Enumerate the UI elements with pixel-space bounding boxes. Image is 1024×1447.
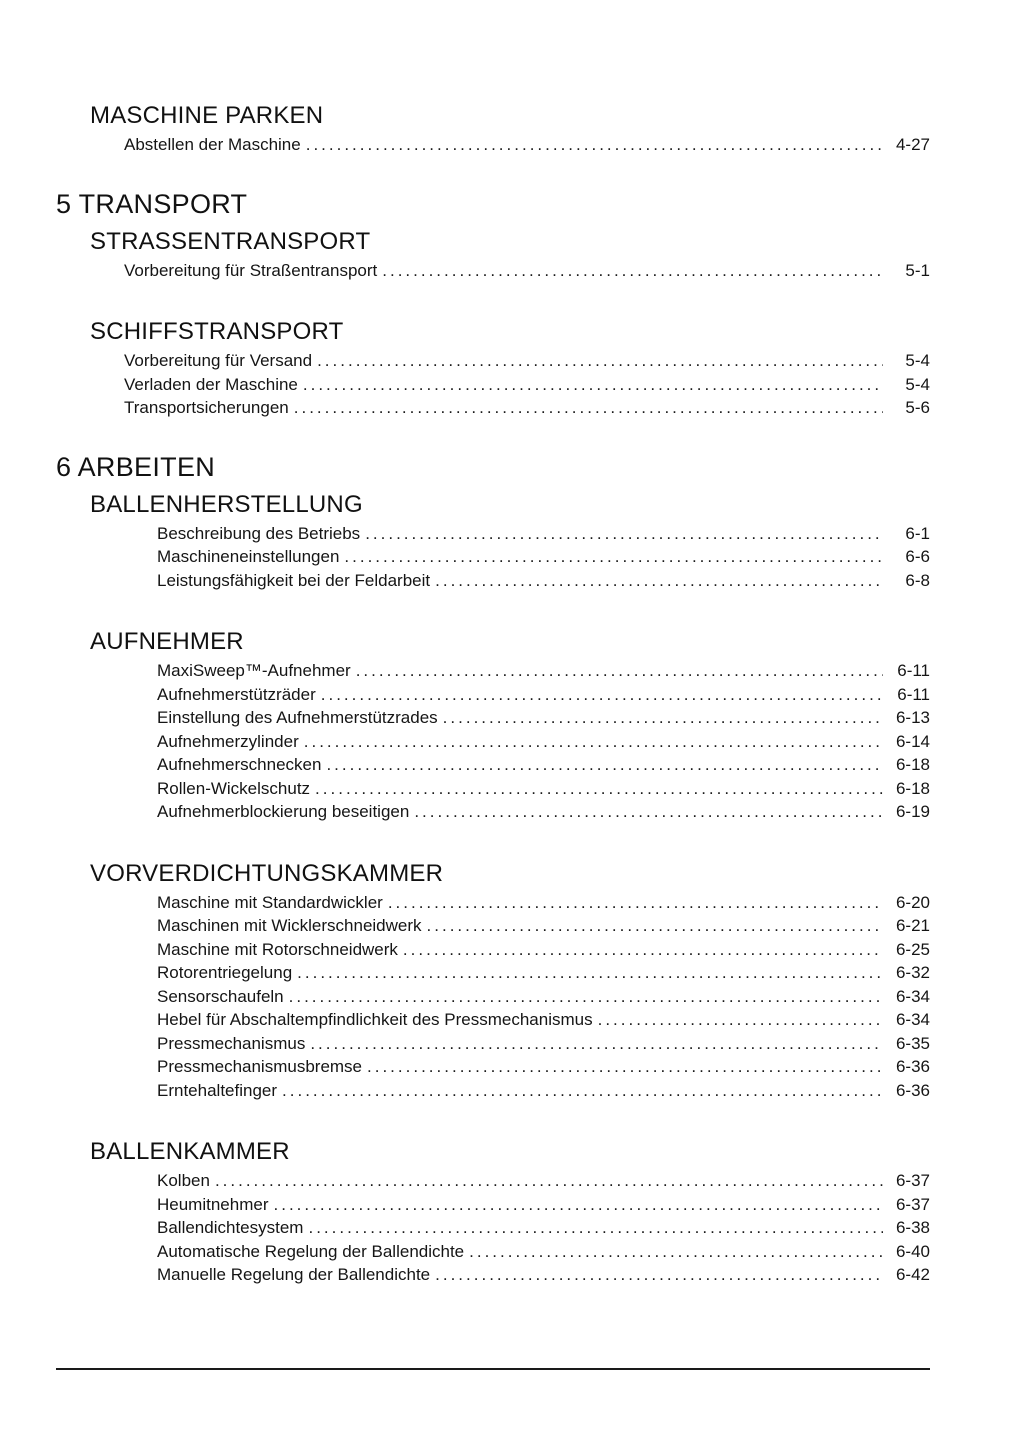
entry-page-number: 6-34 bbox=[895, 986, 930, 1006]
dot-leader bbox=[435, 569, 883, 593]
toc-section bbox=[56, 102, 930, 157]
chapter-heading: 6 ARBEITEN bbox=[56, 451, 216, 482]
entry-page-number: 6-18 bbox=[895, 755, 930, 774]
dot-leader bbox=[215, 1169, 883, 1193]
entry-label: Beschreibung des Betriebs bbox=[157, 523, 361, 543]
toc-entry bbox=[157, 1216, 930, 1240]
toc-section bbox=[56, 228, 930, 283]
toc-entry bbox=[157, 683, 930, 707]
dot-leader bbox=[356, 659, 883, 683]
toc-entry bbox=[124, 373, 930, 397]
dot-leader bbox=[304, 730, 883, 754]
entry-list bbox=[56, 659, 930, 824]
dot-leader bbox=[469, 1240, 883, 1264]
toc-entry bbox=[157, 1055, 930, 1079]
dot-leader bbox=[414, 800, 883, 824]
entry-page-number: 6-18 bbox=[895, 778, 930, 798]
entry-label: Manuelle Regelung der Ballendichte bbox=[157, 1265, 431, 1284]
dot-leader bbox=[598, 1008, 883, 1032]
entry-page-number: 6-35 bbox=[895, 1033, 930, 1053]
dot-leader bbox=[297, 961, 883, 985]
dot-leader bbox=[382, 259, 883, 283]
entry-label: Aufnehmerzylinder bbox=[157, 731, 299, 751]
entry-page-number: 5-4 bbox=[905, 351, 930, 370]
section-heading: BALLENKAMMER bbox=[90, 1138, 290, 1165]
dot-leader bbox=[403, 938, 883, 962]
toc-entry bbox=[124, 349, 930, 373]
toc-entry bbox=[157, 730, 930, 754]
entry-label: Kolben bbox=[157, 1171, 210, 1190]
entry-label: Einstellung des Aufnehmerstützrades bbox=[157, 708, 438, 727]
entry-page-number: 6-38 bbox=[895, 1218, 930, 1237]
toc-entry bbox=[157, 777, 930, 801]
section-heading: AUFNEHMER bbox=[90, 628, 244, 655]
entry-page-number: 6-6 bbox=[905, 547, 930, 566]
dot-leader bbox=[427, 914, 883, 938]
toc-entry bbox=[124, 133, 930, 157]
entry-page-number: 5-1 bbox=[905, 260, 930, 280]
dot-leader bbox=[435, 1263, 883, 1287]
entry-label: Vorbereitung für Versand bbox=[124, 351, 313, 370]
entry-page-number: 6-32 bbox=[895, 963, 930, 982]
entry-label: Hebel für Abschaltempfindlichkeit des Pressmechanismus bbox=[157, 1010, 593, 1029]
dot-leader bbox=[367, 1055, 883, 1079]
entry-page-number: 6-20 bbox=[895, 892, 930, 912]
entry-page-number: 6-21 bbox=[895, 916, 930, 935]
toc-entry bbox=[157, 1008, 930, 1032]
entry-list bbox=[56, 522, 930, 593]
entry-label: Rotorentriegelung bbox=[157, 963, 293, 982]
toc-entry bbox=[157, 706, 930, 730]
entry-list bbox=[56, 891, 930, 1103]
entry-page-number: 6-36 bbox=[895, 1057, 930, 1076]
toc-entry bbox=[157, 1263, 930, 1287]
toc-entry bbox=[157, 1193, 930, 1217]
entry-page-number: 6-25 bbox=[895, 939, 930, 959]
section-heading: MASCHINE PARKEN bbox=[90, 102, 324, 129]
toc-entry bbox=[157, 800, 930, 824]
entry-label: Abstellen der Maschine bbox=[124, 135, 301, 154]
toc-entry bbox=[157, 961, 930, 985]
entry-list bbox=[56, 1169, 930, 1287]
entry-label: Heumitnehmer bbox=[157, 1194, 269, 1214]
dot-leader bbox=[282, 1079, 883, 1103]
section-heading: VORVERDICHTUNGSKAMMER bbox=[90, 859, 444, 887]
entry-page-number: 6-11 bbox=[897, 684, 930, 704]
toc-entry bbox=[157, 1032, 930, 1056]
toc-section bbox=[56, 628, 930, 824]
toc-entry bbox=[124, 396, 930, 420]
section-heading: BALLENHERSTELLUNG bbox=[90, 490, 363, 518]
chapter bbox=[56, 189, 930, 420]
toc-entry bbox=[157, 753, 930, 777]
entry-page-number: 6-19 bbox=[895, 802, 930, 821]
dot-leader bbox=[308, 1216, 883, 1240]
entry-list bbox=[56, 349, 930, 420]
toc-entry bbox=[157, 1240, 930, 1264]
toc-entry bbox=[157, 545, 930, 569]
entry-page-number: 6-36 bbox=[895, 1080, 930, 1100]
section-heading: STRASSENTRANSPORT bbox=[90, 227, 371, 255]
entry-page-number: 6-13 bbox=[895, 708, 930, 727]
toc-entry bbox=[157, 938, 930, 962]
section-heading: SCHIFFSTRANSPORT bbox=[90, 318, 344, 345]
footer-rule bbox=[56, 1368, 930, 1370]
entry-page-number: 6-37 bbox=[895, 1171, 930, 1190]
entry-page-number: 6-40 bbox=[895, 1241, 930, 1261]
chapter bbox=[56, 452, 930, 1287]
dot-leader bbox=[326, 753, 883, 777]
entry-page-number: 6-42 bbox=[895, 1265, 930, 1284]
dot-leader bbox=[289, 985, 883, 1009]
entry-label: Pressmechanismusbremse bbox=[157, 1057, 363, 1076]
toc bbox=[56, 102, 930, 1287]
toc-section bbox=[56, 860, 930, 1103]
entry-label: Erntehaltefinger bbox=[157, 1080, 278, 1100]
toc-entry bbox=[157, 1169, 930, 1193]
entry-label: Vorbereitung für Straßentransport bbox=[124, 260, 378, 280]
entry-page-number: 6-1 bbox=[905, 523, 930, 543]
entry-label: Verladen der Maschine bbox=[124, 374, 298, 394]
entry-label: Ballendichtesystem bbox=[157, 1218, 304, 1237]
entry-label: Maschineneinstellungen bbox=[157, 547, 340, 566]
toc-section bbox=[56, 318, 930, 420]
entry-label: Sensorschaufeln bbox=[157, 986, 284, 1006]
dot-leader bbox=[443, 706, 883, 730]
entry-label: Rollen-Wickelschutz bbox=[157, 778, 311, 798]
dot-leader bbox=[365, 522, 883, 546]
entry-label: Maschinen mit Wicklerschneidwerk bbox=[157, 916, 422, 935]
entry-label: Maschine mit Rotorschneidwerk bbox=[157, 939, 398, 959]
toc-section bbox=[56, 491, 930, 593]
toc-entry bbox=[157, 1079, 930, 1103]
entry-page-number: 6-14 bbox=[895, 731, 930, 751]
toc-entry bbox=[157, 522, 930, 546]
toc-entry bbox=[157, 659, 930, 683]
dot-leader bbox=[294, 396, 883, 420]
dot-leader bbox=[306, 133, 883, 157]
entry-label: Pressmechanismus bbox=[157, 1033, 306, 1053]
entry-list bbox=[56, 259, 930, 283]
entry-label: Automatische Regelung der Ballendichte bbox=[157, 1241, 465, 1261]
entry-page-number: 4-27 bbox=[895, 135, 930, 154]
entry-label: Aufnehmerstützräder bbox=[157, 684, 316, 704]
dot-leader bbox=[315, 777, 883, 801]
toc-section bbox=[56, 1138, 930, 1287]
chapter bbox=[56, 102, 930, 157]
entry-page-number: 6-11 bbox=[897, 661, 930, 680]
dot-leader bbox=[388, 891, 883, 915]
entry-label: MaxiSweep™-Aufnehmer bbox=[157, 661, 351, 680]
dot-leader bbox=[317, 349, 883, 373]
entry-label: Aufnehmerschnecken bbox=[157, 755, 322, 774]
entry-label: Transportsicherungen bbox=[124, 398, 289, 417]
dot-leader bbox=[344, 545, 883, 569]
entry-page-number: 6-34 bbox=[895, 1010, 930, 1029]
toc-entry bbox=[157, 914, 930, 938]
chapter-heading: 5 TRANSPORT bbox=[56, 188, 248, 219]
toc-entry bbox=[157, 891, 930, 915]
dot-leader bbox=[321, 683, 883, 707]
dot-leader bbox=[274, 1193, 884, 1217]
dot-leader bbox=[303, 373, 883, 397]
entry-list bbox=[56, 133, 930, 157]
dot-leader bbox=[310, 1032, 883, 1056]
entry-page-number: 5-6 bbox=[905, 398, 930, 417]
entry-page-number: 5-4 bbox=[905, 374, 930, 394]
entry-label: Aufnehmerblockierung beseitigen bbox=[157, 802, 410, 821]
entry-label: Maschine mit Standardwickler bbox=[157, 892, 383, 912]
entry-label: Leistungsfähigkeit bei der Feldarbeit bbox=[157, 570, 431, 590]
toc-entry bbox=[157, 569, 930, 593]
toc-entry bbox=[124, 259, 930, 283]
toc-entry bbox=[157, 985, 930, 1009]
entry-page-number: 6-37 bbox=[895, 1194, 930, 1214]
entry-page-number: 6-8 bbox=[905, 570, 930, 590]
